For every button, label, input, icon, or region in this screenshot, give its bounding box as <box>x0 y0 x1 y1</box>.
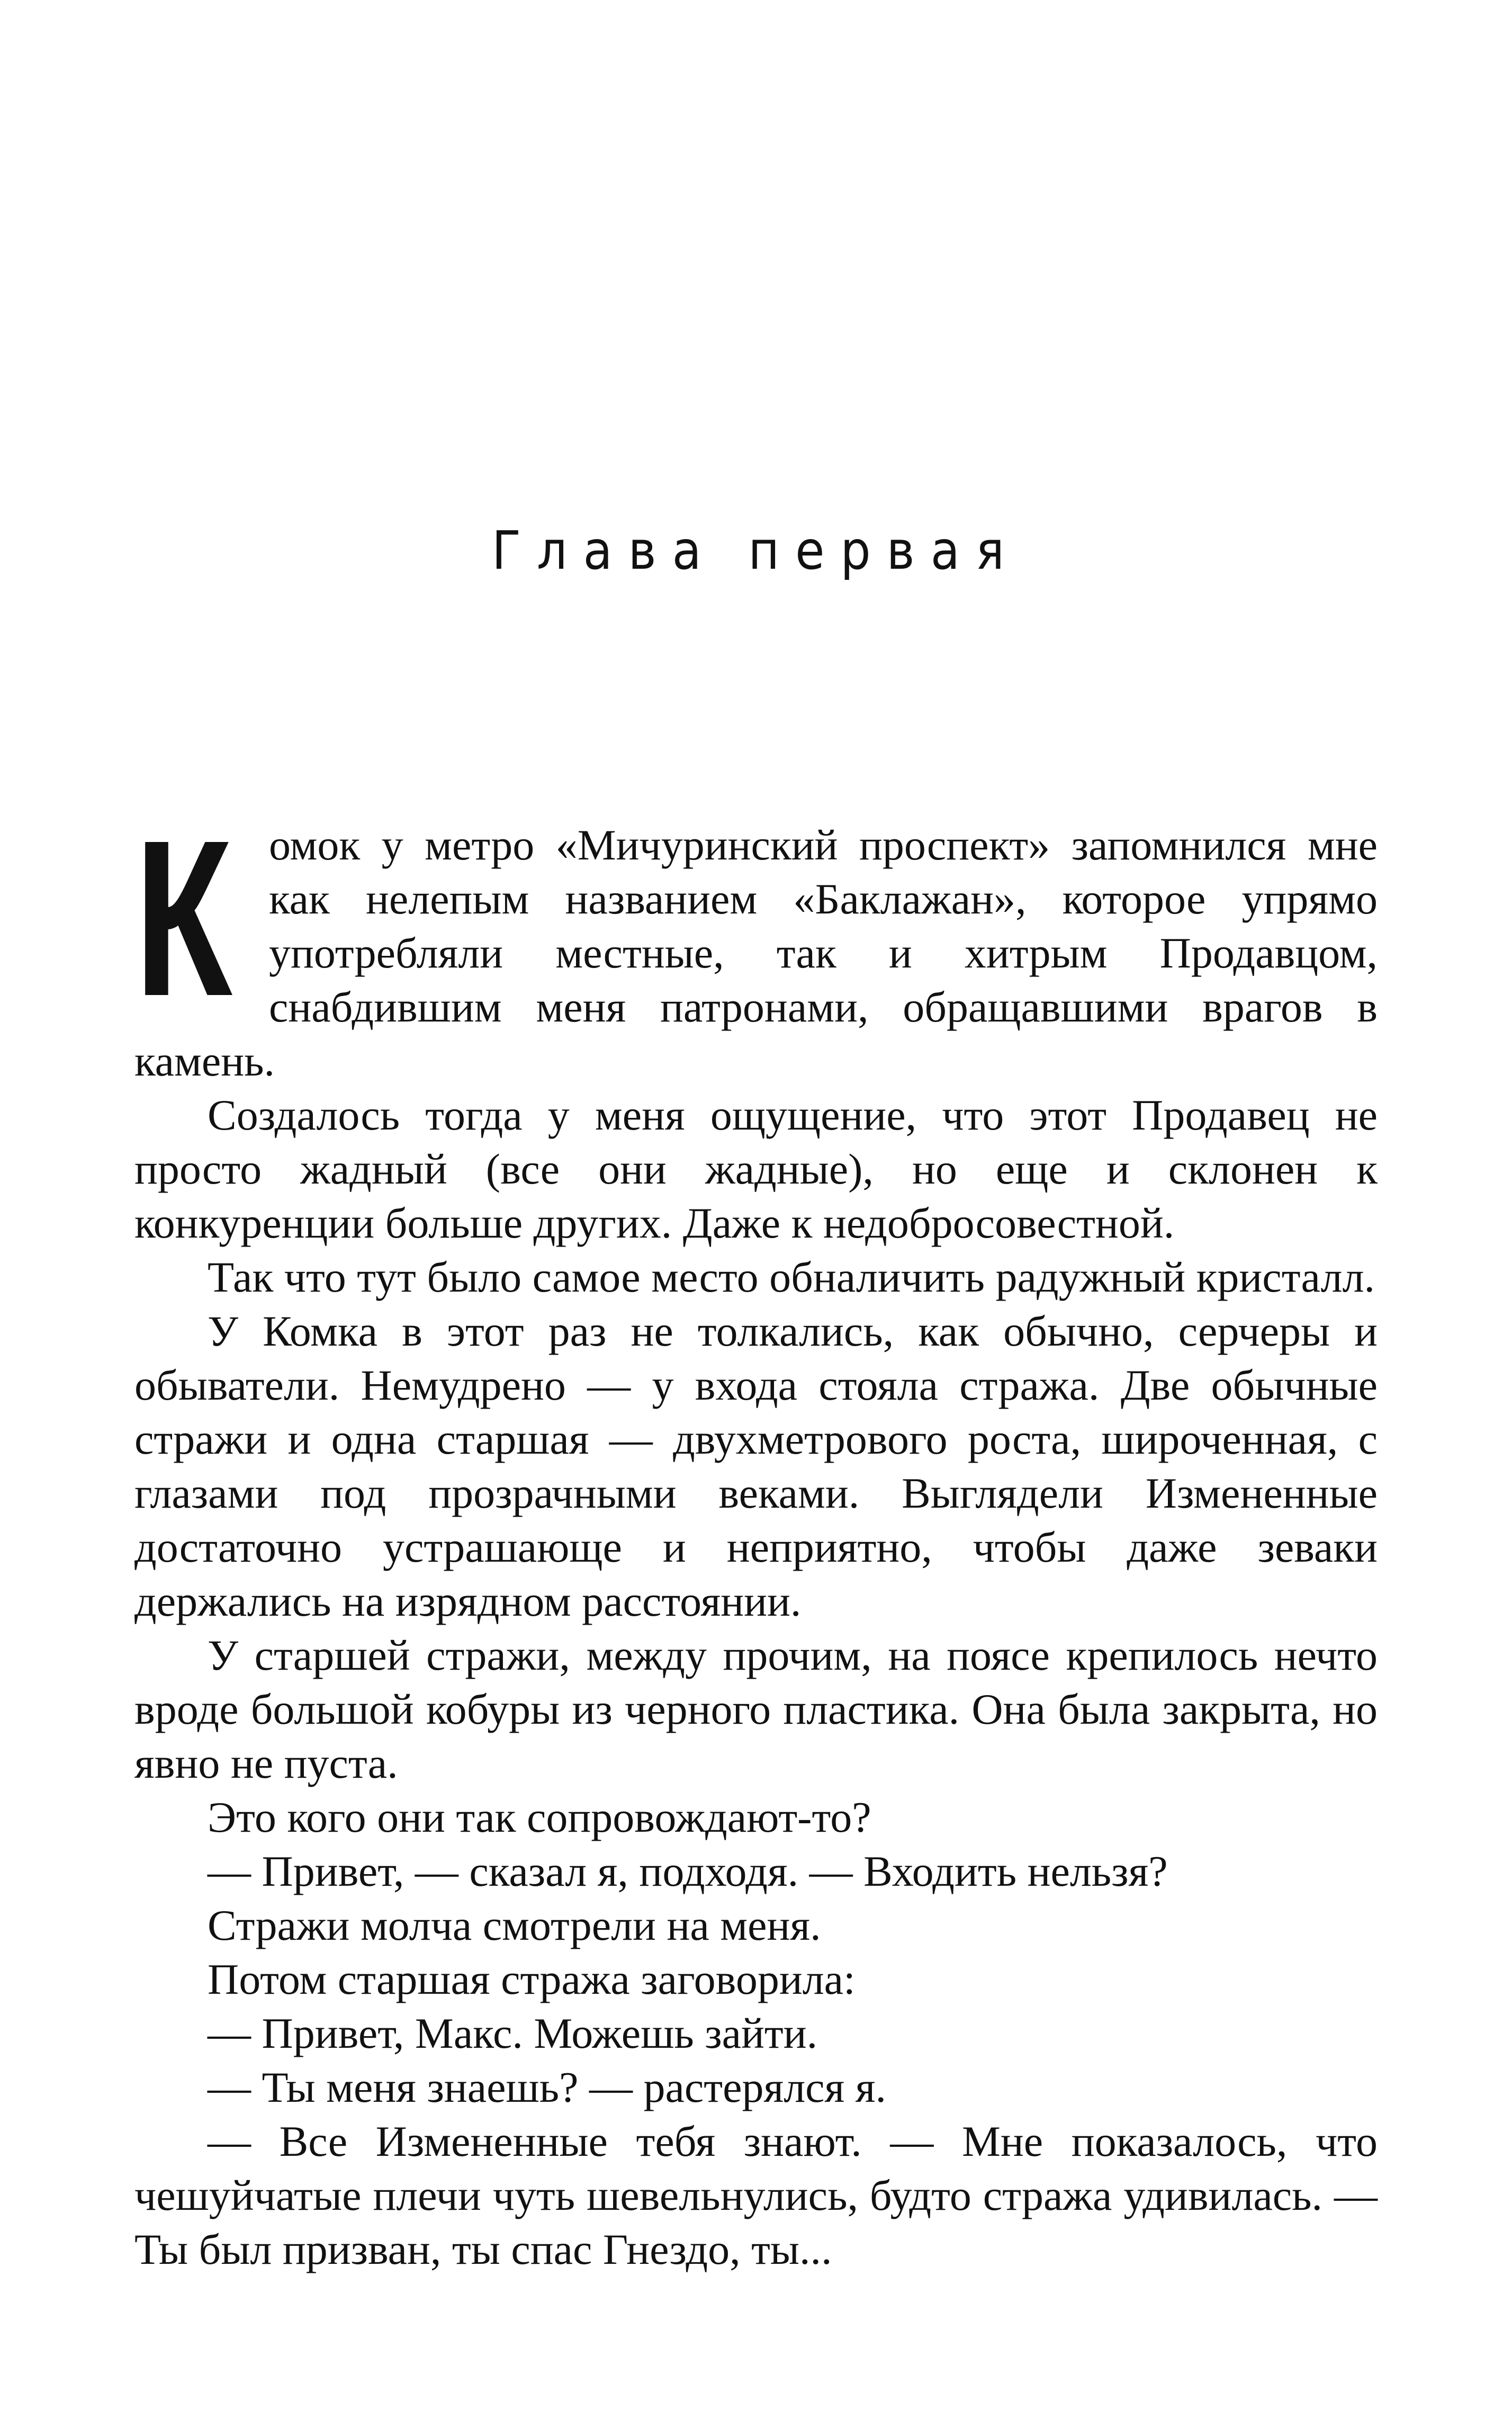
paragraph: — Ты меня знаешь? — растерялся я. <box>208 2063 886 2111</box>
chapter-title: Глава первая <box>492 519 1020 581</box>
chapter-text <box>134 794 1378 2277</box>
drop-cap: К <box>134 794 232 1043</box>
paragraph: У Комка в этот раз не толкались, как обычно, серчеры и обыватели. Немудрено — у входа стояла стража. Две обычные стражи и одна старшая — двухметрового роста, широченная, с глазами под прозрачными веками. Выглядели Измененные достаточно устрашающе и неприятно, чтобы даже зеваки держались на изрядном расстоянии. <box>134 1307 1378 1625</box>
paragraph: Это кого они так сопровождают-то? <box>208 1793 871 1841</box>
paragraph: У старшей стражи, между прочим, на поясе крепилось нечто вроде большой кобуры из черного пластика. Она была закрыта, но явно не пуста. <box>134 1631 1378 1787</box>
paragraph: — Все Измененные тебя знают. — Мне показалось, что чешуйчатые плечи чуть шевельнулись, будто стража удивилась. — Ты был призван, ты спас Гнездо, ты... <box>134 2117 1378 2273</box>
paragraph <box>134 794 1378 1088</box>
paragraph: — Привет, — сказал я, подходя. — Входить нельзя? <box>208 1847 1168 1895</box>
paragraph: Так что тут было самое место обналичить радужный кристалл. <box>208 1253 1375 1301</box>
paragraph: Создалось тогда у меня ощущение, что этот Продавец не просто жадный (все они жадные), но еще и склонен к конкуренции больше других. Даже к недобросовестной. <box>134 1091 1378 1247</box>
paragraph-text: омок у метро «Мичуринский проспект» запомнился мне как нелепым названием «Баклажан», которое упрямо употребляли местные, так и хитрым Продавцом, снабдившим меня патронами, обращавшими врагов в камень. <box>134 821 1378 1085</box>
paragraph: — Привет, Макс. Можешь зайти. <box>208 2009 818 2057</box>
paragraph: Потом старшая стража заговорила: <box>208 1955 856 2003</box>
paragraph: Стражи молча смотрели на меня. <box>208 1901 821 1949</box>
